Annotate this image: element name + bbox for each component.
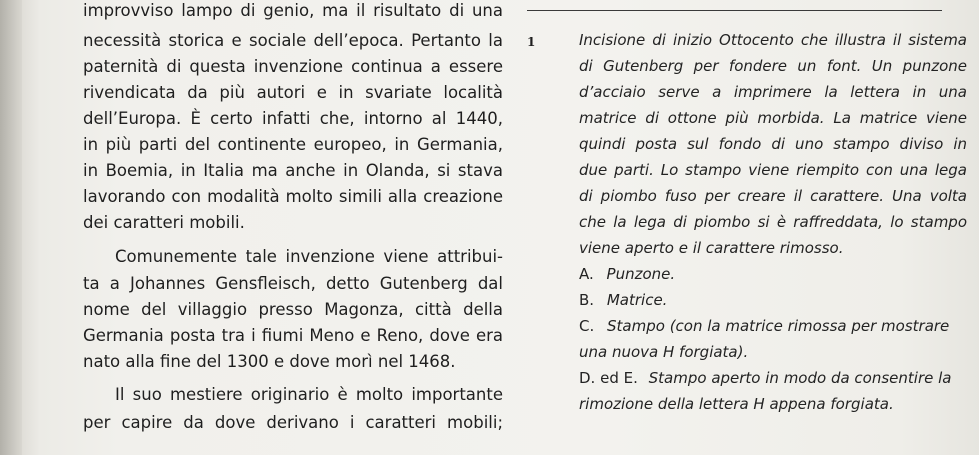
caption-line: di piombo fuso per creare il carattere. Una volta	[579, 187, 967, 205]
body-line: Comunemente tale invenzione viene attribui-	[115, 247, 503, 266]
body-line: ta a Johannes Gensfleisch, detto Gutenberg dal	[83, 274, 503, 293]
caption-line: di Gutenberg per fondere un font. Un punzone	[579, 57, 967, 75]
caption-item-a	[579, 263, 967, 285]
caption-line: quindi posta sul fondo di uno stampo diviso in	[579, 135, 967, 153]
caption-line: che la lega di piombo si è raffreddata, lo stampo	[579, 213, 967, 231]
body-line: dei caratteri mobili.	[83, 213, 245, 232]
item-letter: C.	[579, 317, 595, 335]
caption-line: viene aperto e il carattere rimosso.	[579, 239, 844, 257]
body-line: in più parti del continente europeo, in Germania,	[83, 135, 503, 154]
caption-item-de	[579, 367, 967, 389]
caption-item-b	[579, 289, 967, 311]
body-line: nato alla fine del 1300 e dove morì nel 1468.	[83, 352, 456, 371]
book-spine-shadow	[0, 0, 22, 455]
caption-number: 1	[527, 35, 536, 49]
body-line: in Boemia, in Italia ma anche in Olanda, si stava	[83, 161, 503, 180]
caption-item-c	[579, 315, 967, 337]
caption-line: Incisione di inizio Ottocento che illustra il sistema	[579, 31, 967, 49]
body-line: improvviso lampo di genio, ma il risultato di una	[83, 1, 503, 20]
caption-line: d’acciaio serve a imprimere la lettera in una	[579, 83, 967, 101]
body-line: lavorando con modalità molto simili alla creazione	[83, 187, 503, 206]
item-text: Matrice.	[606, 291, 668, 309]
body-line: dell’Europa. È certo infatti che, intorno al 1440,	[83, 109, 503, 128]
item-text: Stampo aperto in modo da consentire la	[648, 369, 952, 387]
caption-line: matrice di ottone più morbida. La matrice viene	[579, 109, 967, 127]
body-line: Il suo mestiere originario è molto importante	[115, 385, 503, 404]
item-text: rimozione della lettera H appena forgiata.	[579, 395, 894, 413]
item-text: una nuova H forgiata).	[579, 343, 749, 361]
caption-rule	[527, 10, 942, 11]
item-letter: B.	[579, 291, 595, 309]
item-text: Stampo (con la matrice rimossa per mostrare	[607, 317, 950, 335]
body-line: necessità storica e sociale dell’epoca. Pertanto la	[83, 31, 503, 50]
body-line: Germania posta tra i fiumi Meno e Reno, dove era	[83, 326, 503, 345]
body-line: paternità di questa invenzione continua a essere	[83, 57, 503, 76]
item-text: Punzone.	[606, 265, 676, 283]
item-letter: D. ed E.	[579, 369, 638, 387]
caption-item-de-cont	[579, 393, 967, 415]
caption-line: due parti. Lo stampo viene riempito con una lega	[579, 161, 967, 179]
caption-item-c-cont	[579, 341, 967, 363]
body-line: nome del villaggio presso Magonza, città della	[83, 300, 503, 319]
item-letter: A.	[579, 265, 594, 283]
body-line: per capire da dove derivano i caratteri mobili;	[83, 413, 503, 432]
body-line: rivendicata da più autori e in svariate località	[83, 83, 503, 102]
